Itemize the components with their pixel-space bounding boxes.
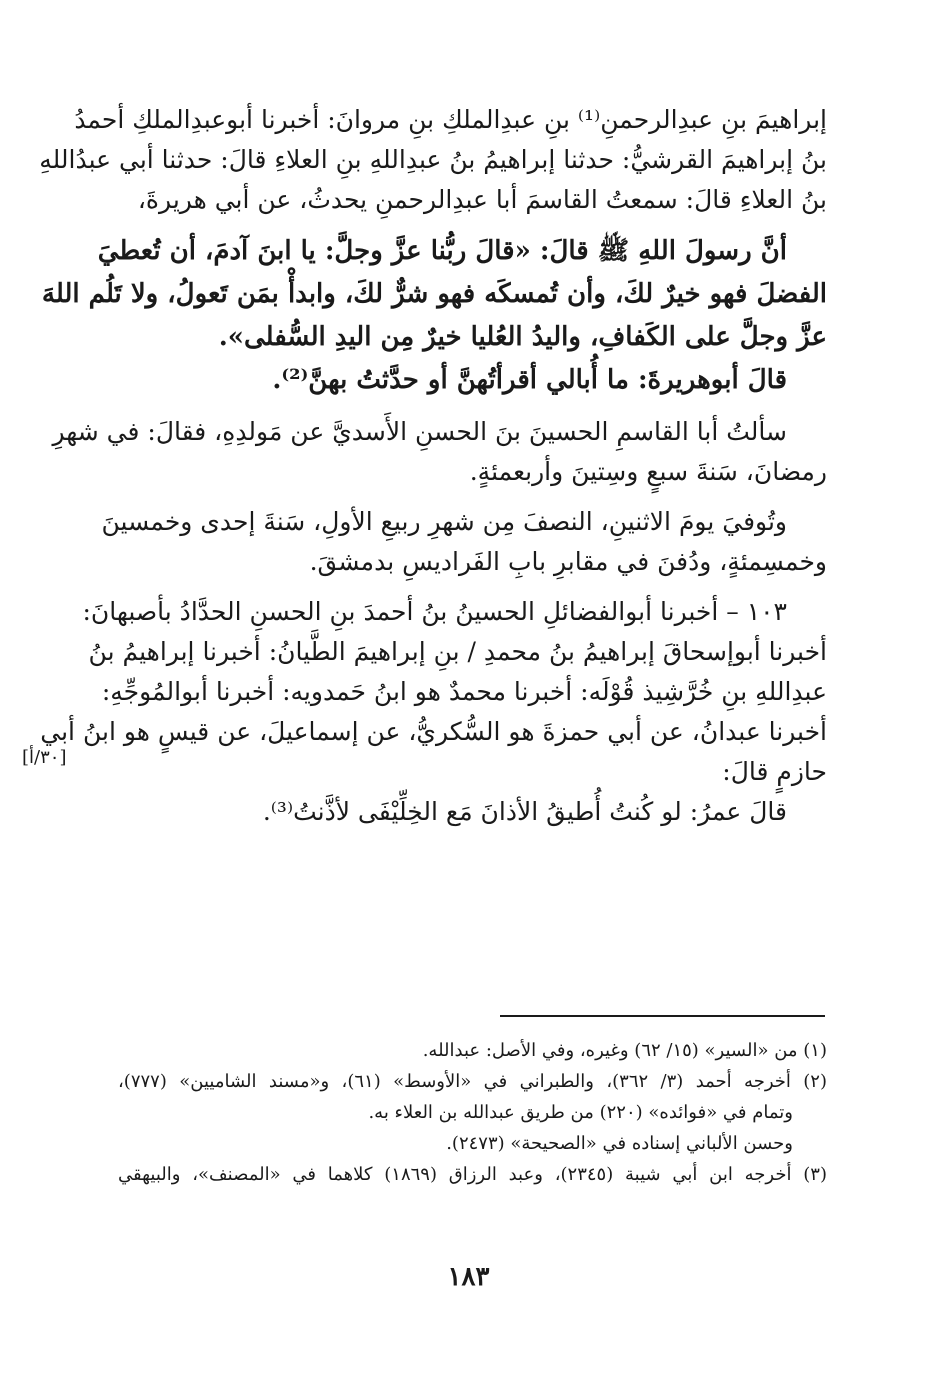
text-line: رمضانَ، سَنةَ سبعٍ وسِتينَ وأربعمئةٍ. [469, 457, 827, 486]
text-line: أخبرنا عبدانُ، عن أبي حمزةَ هو السُّكريُّ، عن إسماعيلَ، عن قيسٍ هو ابنُ أبي [40, 717, 827, 746]
footnote-2-line: وحسن الألباني إسناده في «الصحيحة» (٢٤٧٣). [446, 1133, 793, 1154]
footnote-2-line: (٢) أخرجه أحمد (٣/ ٣٦٢)، والطبراني في «الأوسط» (٦١)، و«مسند الشاميين» (٧٧٧)، [118, 1071, 827, 1092]
page-number: ١٨٣ [447, 1262, 490, 1292]
text-line: بنُ إبراهيمَ القرشيُّ: حدثنا إبراهيمُ بنُ عبدِاللهِ بنِ العلاءِ قالَ: حدثنا أبي عبدُاللهِ [39, 145, 827, 174]
footnote-3: (٣) أخرجه ابن أبي شيبة (٢٣٤٥)، وعبد الرزاق (١٨٦٩) كلاهما في «المصنف»، والبيهقي [118, 1164, 827, 1185]
margin-manuscript-ref: [٣٠/أ] [22, 747, 67, 768]
text-line: وخمسِمئةٍ، ودُفنَ في مقابرِ بابِ الفَراديسِ بدمشقَ. [309, 547, 827, 576]
hadith-line: أنَّ رسولَ اللهِ ﷺ قالَ: «قالَ ربُّنا عزَّ وجلَّ: يا ابنَ آدمَ، أن تُعطيَ [97, 236, 787, 266]
text-line: وتُوفيَ يومَ الاثنينِ، النصفَ مِن شهرِ ربيعِ الأولِ، سَنةَ إحدى وخمسينَ [101, 507, 787, 536]
text-line: بنُ العلاءِ قالَ: سمعتُ القاسمَ أبا عبدِالرحمنِ يحدثُ، عن أبي هريرةَ، [137, 185, 827, 214]
abu-hurayra-line: قالَ أبوهريرةَ: ما أُبالي أقرأتُهنَّ أو حدَّثتُ بهنَّ⁽²⁾. [272, 365, 787, 395]
footnote-2-line: وتمام في «فوائده» (٢٢٠) من طريق عبدالله بن العلاء به. [368, 1102, 793, 1123]
text-line: عبدِاللهِ بنِ خُرَّشِيذ قُوْلَه: أخبرنا محمدٌ هو ابنُ حَمدويه: أخبرنا أبوالمُوجِّهِ: [101, 677, 827, 706]
text-line: ١٠٣ – أخبرنا أبوالفضائلِ الحسينُ بنُ أحمدَ بنِ الحسنِ الحدَّادُ بأصبهانَ: [82, 597, 787, 626]
text-line: سألتُ أبا القاسمِ الحسينَ بنَ الحسنِ الأَسديَّ عن مَولدِهِ، فقالَ: في شهرِ [52, 417, 787, 446]
footnote-divider [500, 1015, 825, 1017]
umar-quote-line: قالَ عمرُ: لو كُنتُ أُطيقُ الأذانَ مَع الخِلِّيْفَى لأذَّنتُ⁽³⁾. [262, 797, 787, 826]
text-line: أخبرنا أبوإسحاقَ إبراهيمُ بنُ محمدِ / بنِ إبراهيمَ الطَّيانُ: أخبرنا إبراهيمُ بنُ [88, 637, 827, 666]
text-line: إبراهيمَ بنِ عبدِالرحمنِ⁽¹⁾ بنِ عبدِالملكِ بنِ مروانَ: أخبرنا أبوعبدِالملكِ أحمدُ [74, 105, 827, 134]
hadith-line: الفضلَ فهو خيرٌ لكَ، وأن تُمسكَه فهو شرٌّ لكَ، وابدأْ بمَن تَعولُ، ولا تَلُم اللهَ [41, 279, 827, 309]
hadith-line: عزَّ وجلَّ على الكَفافِ، واليدُ العُليا خيرٌ مِن اليدِ السُّفلى». [218, 322, 827, 352]
text-line: حازمٍ قالَ: [722, 757, 827, 786]
footnotes [118, 1035, 827, 1190]
footnote-1: (١) من «السير» (١٥/ ٦٢) وغيره، وفي الأصل: عبدالله. [422, 1040, 827, 1061]
